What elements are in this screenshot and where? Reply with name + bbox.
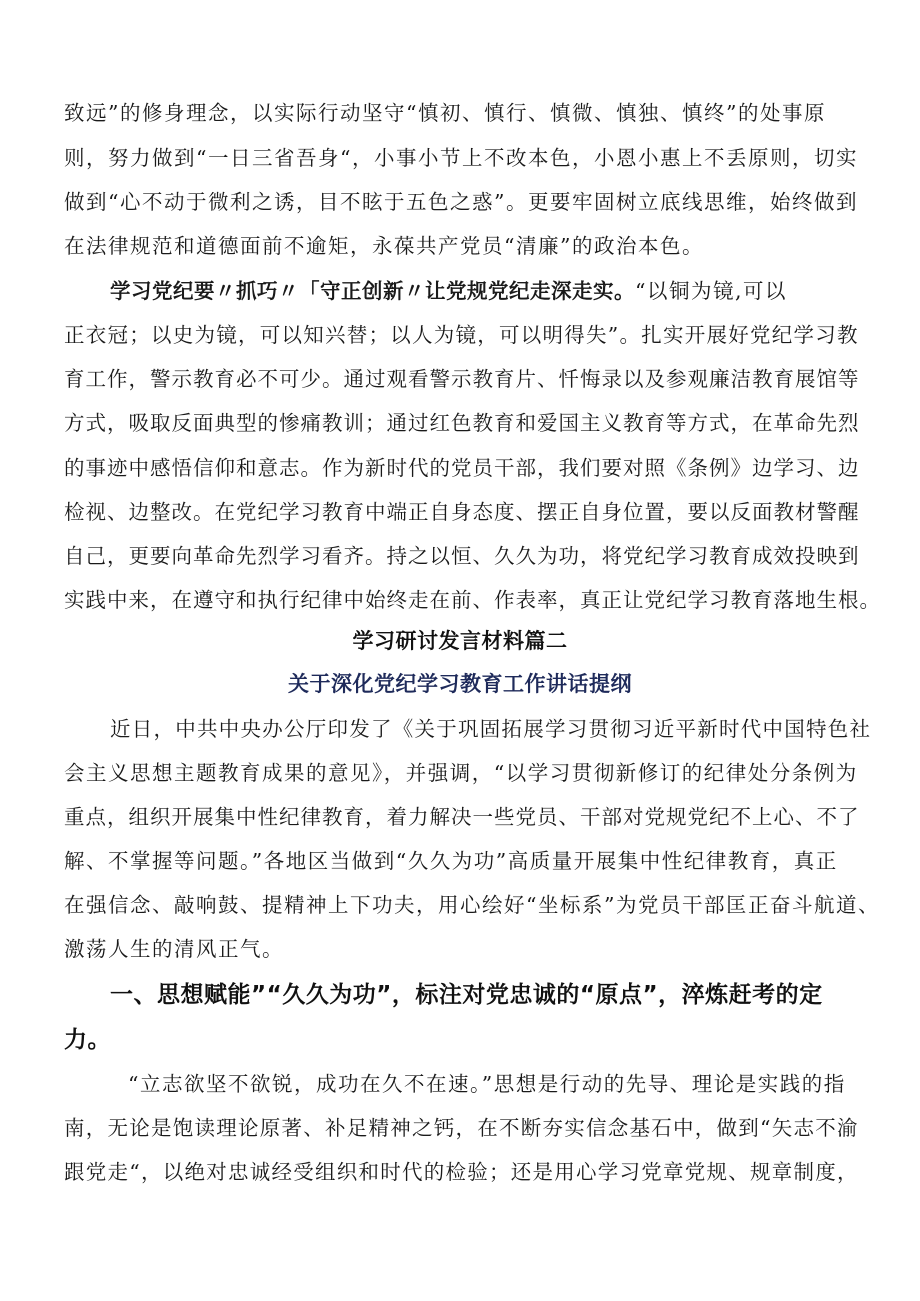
section-subtitle: 关于深化党纪学习教育工作讲话提纲: [288, 672, 632, 696]
paragraph-line: 解、不掌握等问题。”各地区当做到“久久为功”高质量开展集中性纪律教育，真正: [64, 849, 838, 873]
paragraph-line: 做到“心不动于微利之诱，目不眩于五色之惑”。更要牢固树立底线思维，始终做到: [64, 190, 858, 214]
section-heading-continued: 力。: [64, 1027, 111, 1053]
paragraph-line: 南，无论是饱读理论原著、补足精神之钙，在不断夯实信念基石中，做到“矢志不渝: [64, 1116, 859, 1140]
paragraph-line: 育工作，警示教育必不可少。通过观看警示教育片、忏悔录以及参观廉洁教育展馆等: [64, 367, 860, 391]
paragraph-line: 激荡人生的清风正气。: [64, 937, 284, 961]
paragraph-line: 重点，组织开展集中性纪律教育，着力解决一些党员、干部对党规党纪不上心、不了: [64, 805, 860, 829]
paragraph-line: 方式，吸取反面典型的惨痛教训；通过红色教育和爱国主义教育等方式，在革命先烈: [64, 411, 860, 435]
paragraph-line: “立志欲坚不欲锐，成功在久不在速。”思想是行动的先导、理论是实践的指: [128, 1072, 846, 1096]
paragraph-line: 则，努力做到“一日三省吾身“，小事小节上不改本色，小恩小惠上不丢原则，切实: [64, 146, 858, 170]
section-title: 学习研讨发言材料篇二: [352, 629, 568, 653]
paragraph-line: 致远”的修身理念，以实际行动坚守“慎初、慎行、慎微、慎独、慎终”的处事原: [64, 101, 826, 125]
paragraph-line: 检视、边整改。在党纪学习教育中端正自身态度、摆正自身位置，要以反面教材警醒: [64, 500, 860, 524]
paragraph-line: 在强信念、敲响鼓、提精神上下功夫，用心绘好“坐标系”为党员干部匡正奋斗航道、: [64, 893, 880, 917]
paragraph-line: 近日，中共中央办公厅印发了《关于巩固拓展学习贯彻习近平新时代中国特色社: [110, 717, 872, 741]
paragraph-line: 在法律规范和道德面前不逾矩，永葆共产党员“清廉”的政治本色。: [64, 234, 704, 258]
paragraph-line: 跟党走“，以绝对忠诚经受组织和时代的检验；还是用心学习党章党规、规章制度，: [64, 1160, 859, 1184]
paragraph-line: 自己，更要向革命先烈学习看齐。持之以恒、久久为功，将党纪学习教育成效投映到: [64, 544, 860, 568]
paragraph-lead-line: [110, 278, 870, 304]
paragraph-line: 正衣冠；以史为镜，可以知兴替；以人为镜，可以明得失”。扎实开展好党纪学习教: [64, 323, 859, 347]
paragraph-lead-tail: “以铜为镜,可以: [635, 279, 787, 303]
paragraph-lead-bold: 学习党纪要〃抓巧〃「守正创新〃让党规党纪走深走实。: [110, 279, 635, 303]
paragraph-line: 实践中来，在遵守和执行纪律中始终走在前、作表率，真正让党纪学习教育落地生根。: [64, 588, 881, 612]
paragraph-line: 的事迹中感悟信仰和意志。作为新时代的党员干部，我们要对照《条例》边学习、边: [64, 456, 860, 480]
section-heading: 一、思想赋能”“久久为功”，标注对党忠诚的“原点”，淬炼赶考的定: [110, 982, 823, 1008]
paragraph-line: 会主义思想主题教育成果的意见》，并强调，“以学习贯彻新修订的纪律处分条例为: [64, 761, 858, 785]
